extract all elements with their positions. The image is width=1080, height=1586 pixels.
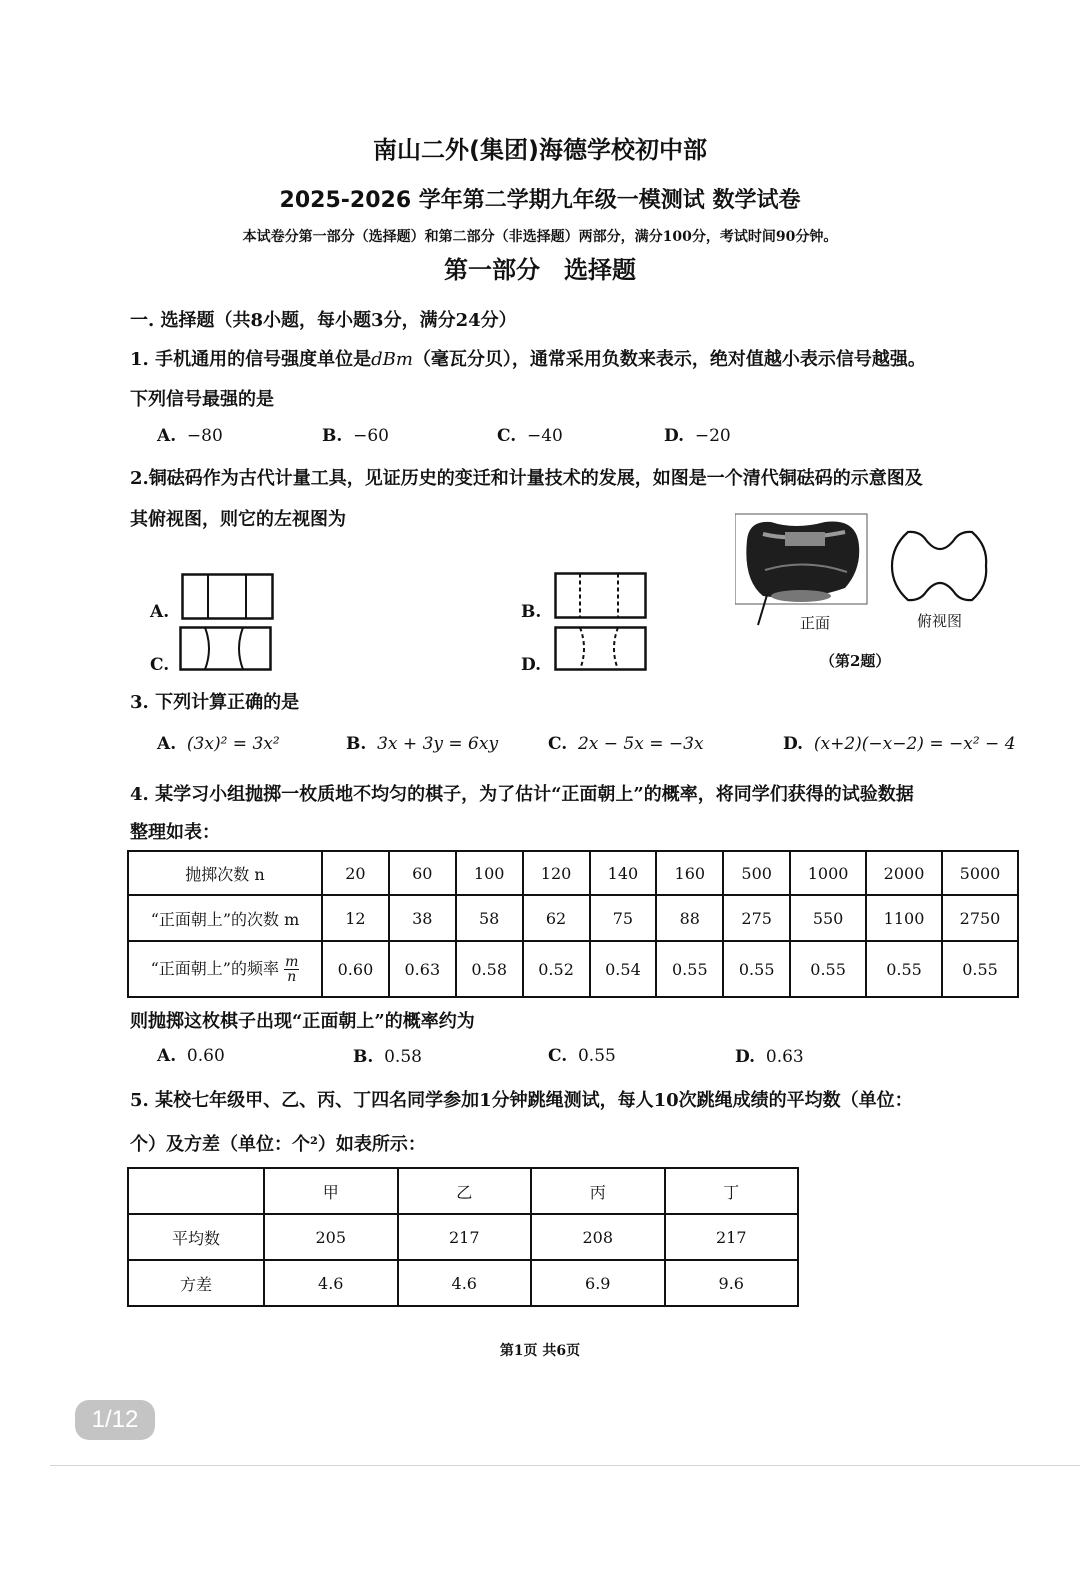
cell: 20 [322,851,389,895]
q2-line2: 其俯视图，则它的左视图为 [130,509,346,530]
cell: 75 [590,895,657,941]
header-cell [128,1168,264,1214]
cell: 12 [322,895,389,941]
cell: 2000 [866,851,942,895]
q2-option-c-figure [179,626,273,672]
fraction-m-over-n: $\frac{m}{n}$ [285,953,299,985]
q1-line1 [130,345,926,371]
q1-option-c: C. −40 [497,426,563,446]
q2-option-c-label: C. [150,655,170,675]
cell: 58 [456,895,523,941]
exam-intro: 本试卷分第一部分（选择题）和第二部分（非选择题）两部分，满分100分，考试时间90分钟。 [242,229,838,245]
row-header: 方差 [128,1260,264,1306]
cell: 0.58 [456,941,523,997]
cell: 0.63 [389,941,456,997]
figure-caption: （第2题） [820,652,891,670]
q4-row-m [128,895,1018,941]
q1-number: 1. [130,349,149,370]
q1-option-d: D. −20 [664,426,731,446]
cell: 38 [389,895,456,941]
q4-option-c: C. 0.55 [548,1046,616,1066]
cell: 217 [398,1214,532,1260]
front-label: 正面 [800,614,831,632]
q1-option-b: B. −60 [322,426,389,446]
q1-text-b: （毫瓦分贝），通常采用负数来表示，绝对值越小表示信号越强。 [412,349,926,370]
q1-text-a: 手机通用的信号强度单位是 [155,349,372,370]
q3-stem: 3. 下列计算正确的是 [130,692,300,713]
header-cell: 丙 [531,1168,665,1214]
q2-line1: 2.铜砝码作为古代计量工具，见证历史的变迁和计量技术的发展，如图是一个清代铜砝码的示意图及 [130,468,923,489]
cell: 88 [656,895,723,941]
cell: 0.60 [322,941,389,997]
q5-row-variance [128,1260,798,1306]
cell: 0.54 [590,941,657,997]
section-title: 一. 选择题（共8小题，每小题3分，满分24分） [130,310,517,331]
row-header-n: 抛掷次数 n [128,851,322,895]
cell: 9.6 [665,1260,799,1306]
q5-header-row [128,1168,798,1214]
header-cell: 丁 [665,1168,799,1214]
q4-row-n [128,851,1018,895]
cell: 6.9 [531,1260,665,1306]
row-header-freq: “正面朝上”的频率 $\frac{m}{n}$ [128,941,322,997]
q5-data-table [127,1167,799,1307]
q1-option-a: A. −80 [157,426,223,446]
cell: 4.6 [398,1260,532,1306]
q2-option-d-label: D. [521,655,542,675]
cell: 100 [456,851,523,895]
q3-option-c: C. 2x − 5x = −3x [548,734,704,754]
cell: 120 [523,851,590,895]
q5-line1: 5. 某校七年级甲、乙、丙、丁四名同学参加1分钟跳绳测试，每人10次跳绳成绩的平均数（单位： [130,1090,913,1111]
q4-row-freq [128,941,1018,997]
q4-data-table [127,850,1019,998]
cell: 160 [656,851,723,895]
page-divider [50,1465,1080,1466]
cell: 0.55 [790,941,866,997]
top-view-figure [888,528,992,604]
q4-line1: 4. 某学习小组抛掷一枚质地不均匀的棋子，为了估计“正面朝上”的概率，将同学们获得的试验数据 [130,784,914,805]
row-header: 平均数 [128,1214,264,1260]
row-header-m: “正面朝上”的次数 m [128,895,322,941]
school-title: 南山二外(集团)海德学校初中部 [373,136,707,164]
q2-option-d-figure [554,626,648,672]
cell: 0.55 [866,941,942,997]
q4-option-a: A. 0.60 [157,1046,225,1066]
cell: 275 [723,895,790,941]
part-title: 第一部分 选择题 [444,256,636,284]
cell: 1100 [866,895,942,941]
cell: 140 [590,851,657,895]
q1-unit: dBm [371,349,413,370]
q4-follow-text: 则抛掷这枚棋子出现“正面朝上”的概率约为 [130,1011,475,1032]
cell: 208 [531,1214,665,1260]
q2-option-b-figure [554,572,648,620]
cell: 217 [665,1214,799,1260]
cell: 0.55 [942,941,1018,997]
cell: 0.55 [656,941,723,997]
q2-option-a-label: A. [150,602,170,622]
q4-option-b: B. 0.58 [353,1047,422,1067]
q1-line2: 下列信号最强的是 [130,389,274,410]
q2-option-b-label: B. [521,602,542,622]
cell: 500 [723,851,790,895]
q4-option-d: D. 0.63 [735,1047,804,1067]
cell: 2750 [942,895,1018,941]
cell: 60 [389,851,456,895]
top-view-label: 俯视图 [917,612,963,630]
cell: 0.52 [523,941,590,997]
cell: 550 [790,895,866,941]
q3-option-d: D. (x+2)(−x−2) = −x² − 4 [783,734,1016,754]
cell: 205 [264,1214,398,1260]
cell: 5000 [942,851,1018,895]
page-footer: 第1页 共6页 [499,1343,581,1359]
exam-title: 2025-2026 学年第二学期九年级一模测试 数学试卷 [279,188,801,213]
cell: 1000 [790,851,866,895]
cell: 0.55 [723,941,790,997]
page-indicator-badge: 1/12 [75,1400,155,1440]
q3-option-a: A. (3x)² = 3x² [157,734,280,754]
header-cell: 甲 [264,1168,398,1214]
cell: 62 [523,895,590,941]
cell: 4.6 [264,1260,398,1306]
q3-option-b: B. 3x + 3y = 6xy [346,734,499,754]
header-cell: 乙 [398,1168,532,1214]
q5-line2: 个）及方差（单位：个²）如表所示： [130,1134,426,1155]
q2-option-a-figure [181,573,275,621]
q5-row-mean [128,1214,798,1260]
q4-line2: 整理如表： [130,822,220,843]
